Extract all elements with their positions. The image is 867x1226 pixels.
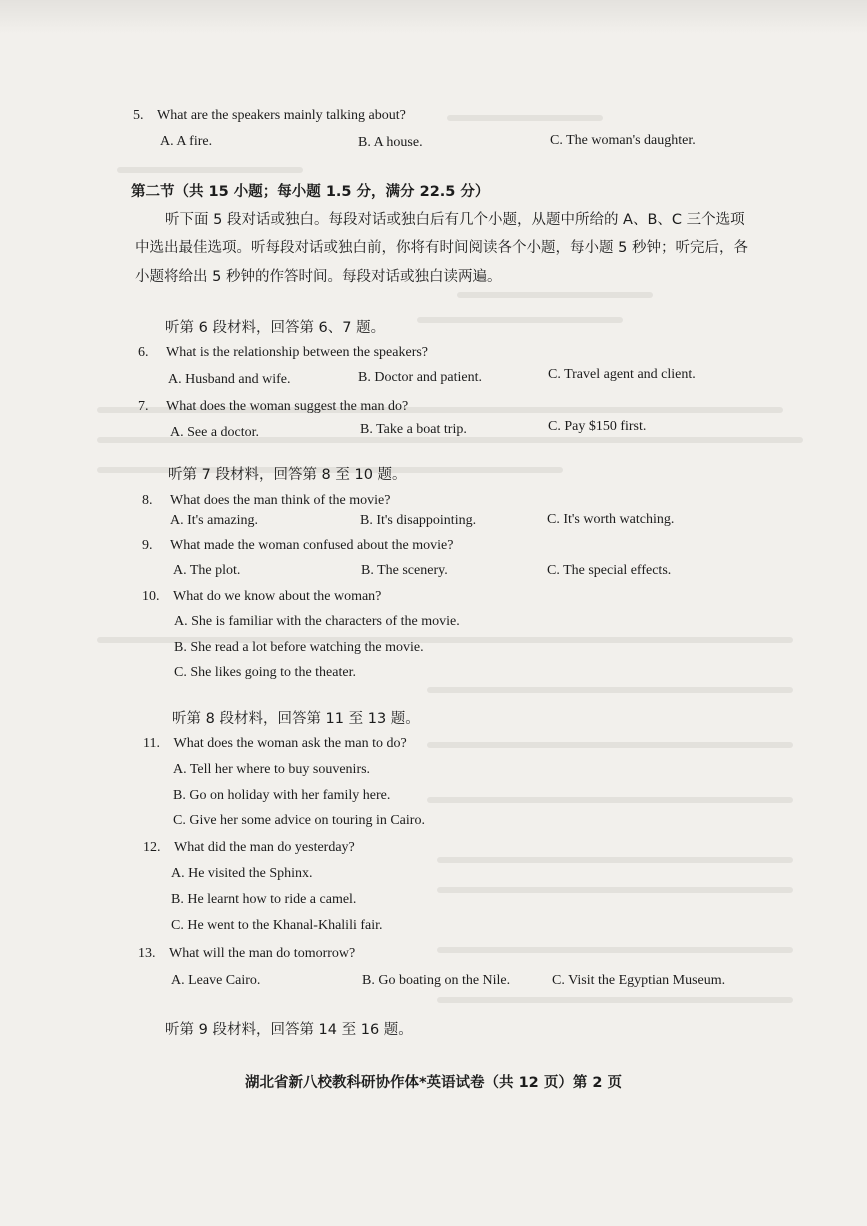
option-c: C. Give her some advice on touring in Cairo. — [173, 813, 425, 828]
instruction-line-1: 听下面 5 段对话或独白。每段对话或独白后有几个小题，从题中所给的 A、B、C 三个选项 — [165, 212, 745, 228]
option-b: B. She read a lot before watching the movie. — [174, 640, 424, 655]
option-a: A. See a doctor. — [170, 425, 260, 440]
question-number: 9. — [142, 538, 153, 553]
option-a: A. Tell her where to buy souvenirs. — [173, 762, 371, 777]
question-number: 6. — [138, 345, 149, 360]
option-c: C. Visit the Egyptian Museum. — [552, 973, 726, 988]
question-text: What made the woman confused about the movie? — [170, 538, 454, 553]
question-6 — [138, 345, 428, 361]
option-c: C. The special effects. — [547, 563, 672, 578]
option-a: A. Leave Cairo. — [171, 973, 261, 988]
question-text: What does the man think of the movie? — [170, 493, 391, 508]
option-b: B. He learnt how to ride a camel. — [171, 892, 357, 907]
question-number: 8. — [142, 493, 153, 508]
option-b: B. It's disappointing. — [360, 513, 477, 528]
question-text: What does the woman ask the man to do? — [173, 736, 407, 751]
option-a: A. It's amazing. — [170, 513, 259, 528]
question-12 — [143, 840, 355, 856]
question-10 — [142, 589, 381, 605]
question-9 — [142, 538, 453, 554]
question-text: What will the man do tomorrow? — [169, 946, 356, 961]
question-number: 13. — [138, 946, 156, 961]
question-text: What did the man do yesterday? — [174, 840, 355, 855]
question-text: What does the woman suggest the man do? — [166, 399, 409, 414]
instruction-line-2: 中选出最佳选项。听每段对话或独白前，你将有时间阅读各个小题，每小题 5 秒钟；听完后，各 — [135, 240, 748, 256]
option-c: C. He went to the Khanal-Khalili fair. — [171, 918, 383, 933]
question-8 — [142, 493, 390, 509]
option-b: B. The scenery. — [361, 563, 448, 578]
question-number: 11. — [143, 736, 160, 751]
option-b: B. A house. — [358, 135, 423, 150]
material-label-8: 听第 8 段材料，回答第 11 至 13 题。 — [172, 711, 420, 727]
question-number: 7. — [138, 399, 149, 414]
option-b: B. Doctor and patient. — [358, 370, 483, 385]
question-7 — [138, 399, 408, 415]
option-a: A. She is familiar with the characters of the movie. — [174, 614, 460, 629]
question-text: What do we know about the woman? — [173, 589, 382, 604]
option-a: A. A fire. — [160, 134, 213, 149]
question-number: 5. — [133, 108, 144, 123]
option-c: C. She likes going to the theater. — [174, 665, 356, 680]
option-c: C. Travel agent and client. — [548, 367, 696, 382]
option-a: A. Husband and wife. — [168, 372, 291, 387]
question-5 — [133, 108, 406, 124]
option-c: C. The woman's daughter. — [550, 133, 696, 148]
material-label-6: 听第 6 段材料，回答第 6、7 题。 — [165, 320, 386, 336]
option-a: A. The plot. — [173, 563, 241, 578]
option-b: B. Go on holiday with her family here. — [173, 788, 391, 803]
question-text: What are the speakers mainly talking about? — [157, 108, 406, 123]
material-label-9: 听第 9 段材料，回答第 14 至 16 题。 — [165, 1022, 413, 1038]
question-text: What is the relationship between the speakers? — [166, 345, 429, 360]
section-heading: 第二节（共 15 小题；每小题 1.5 分，满分 22.5 分） — [131, 184, 490, 200]
instruction-line-3: 小题将给出 5 秒钟的作答时间。每段对话或独白读两遍。 — [135, 269, 502, 285]
material-label-7: 听第 7 段材料，回答第 8 至 10 题。 — [168, 467, 407, 483]
question-number: 10. — [142, 589, 160, 604]
option-b: B. Take a boat trip. — [360, 422, 467, 437]
option-c: C. Pay $150 first. — [548, 419, 647, 434]
option-b: B. Go boating on the Nile. — [362, 973, 511, 988]
question-13 — [138, 946, 355, 962]
page-footer: 湖北省新八校教科研协作体*英语试卷（共 12 页）第 2 页 — [244, 1075, 623, 1091]
question-11 — [143, 736, 407, 752]
question-number: 12. — [143, 840, 161, 855]
option-c: C. It's worth watching. — [547, 512, 675, 527]
option-a: A. He visited the Sphinx. — [171, 866, 313, 881]
